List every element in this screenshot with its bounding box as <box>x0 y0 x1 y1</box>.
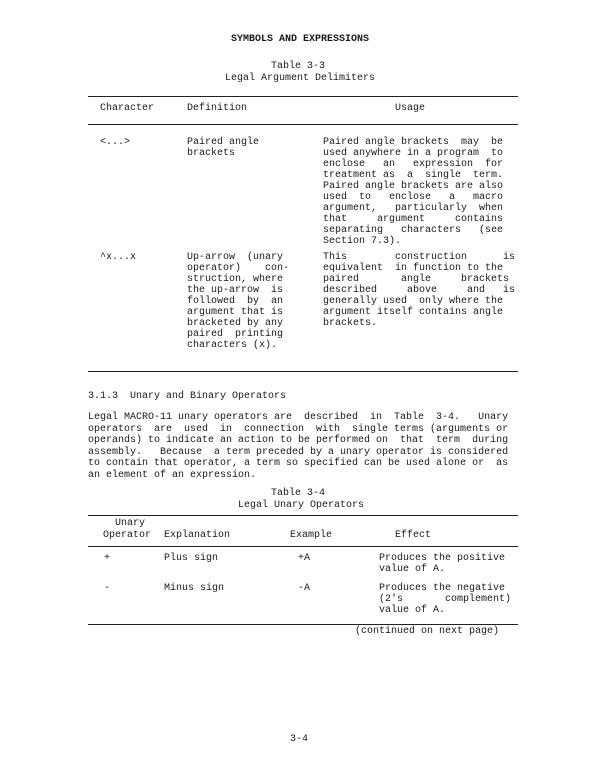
paragraph-line: operators are used in connection with single terms (arguments or <box>88 423 509 435</box>
table-title: Legal Argument Delimiters <box>225 73 376 84</box>
paragraph-line: Legal MACRO-11 unary operators are described in Table 3-4. Unary <box>88 412 509 423</box>
example-cell: +A <box>298 553 311 564</box>
text-line: paired angle brackets <box>323 274 510 285</box>
text-line: treatment as a single term. <box>323 170 504 181</box>
explanation-cell: Plus sign <box>164 553 219 564</box>
effect-cell <box>379 553 505 575</box>
text-line: (2's complement) <box>379 594 512 605</box>
paragraph-line: an element of an expression. <box>88 469 257 481</box>
continued-note: (continued on next page) <box>355 626 500 637</box>
text-line: This construction is <box>323 252 516 263</box>
section-heading: 3.1.3 Unary and Binary Operators <box>88 391 287 402</box>
column-header-explanation: Explanation <box>164 530 231 541</box>
text-line: characters (x). <box>187 340 278 351</box>
effect-cell <box>379 583 511 616</box>
column-header-unary: Unary <box>115 518 146 529</box>
divider <box>88 624 518 625</box>
column-header-usage: Usage <box>395 103 426 114</box>
character-cell: ^x...x <box>100 252 137 263</box>
section-paragraph <box>88 412 508 481</box>
operator-cell: - <box>104 583 111 594</box>
character-cell: <...> <box>100 137 131 148</box>
text-line: brackets <box>187 148 236 159</box>
divider <box>88 515 518 516</box>
usage-cell <box>323 137 503 247</box>
definition-cell <box>187 137 259 159</box>
text-line: Section 7.3). <box>323 236 402 247</box>
definition-cell <box>187 252 289 351</box>
operator-cell: + <box>104 553 111 564</box>
text-line: Produces the positive <box>379 553 506 564</box>
explanation-cell: Minus sign <box>164 583 225 594</box>
text-line: operator) con- <box>187 263 290 274</box>
text-line: argument that is <box>187 307 284 318</box>
paragraph-line: to contain that operator, a term so specified can be used alone or as <box>88 458 509 469</box>
usage-cell <box>323 252 515 329</box>
text-line: Paired angle brackets may be <box>323 137 504 148</box>
example-cell: -A <box>298 583 311 594</box>
paragraph-line: operands) to indicate an action to be performed on that term during <box>88 435 509 446</box>
text-line: that argument contains <box>323 214 504 225</box>
text-line: generally used only where the <box>323 296 504 307</box>
table-number: Table 3-3 <box>271 61 326 72</box>
text-line: value of A. <box>379 564 446 575</box>
text-line: followed by an <box>187 296 284 307</box>
text-line: Paired angle brackets are also <box>323 181 504 192</box>
page-header: SYMBOLS AND EXPRESSIONS <box>231 34 370 45</box>
text-line: Paired angle <box>187 137 260 148</box>
divider <box>88 371 518 372</box>
column-header-definition: Definition <box>187 103 248 114</box>
text-line: paired printing <box>187 329 284 340</box>
text-line: used anywhere in a program to <box>323 148 504 159</box>
column-header-operator: Operator <box>103 530 152 541</box>
column-header-example: Example <box>290 530 333 541</box>
text-line: separating characters (see <box>323 225 504 236</box>
text-line: Produces the negative <box>379 583 506 594</box>
divider <box>88 96 518 97</box>
text-line: struction, where <box>187 274 284 285</box>
column-header-character: Character <box>100 103 155 114</box>
text-line: bracketed by any <box>187 318 284 329</box>
table-title: Legal Unary Operators <box>238 500 365 511</box>
text-line: Up-arrow (unary <box>187 252 284 263</box>
text-line: value of A. <box>379 605 446 616</box>
paragraph-line: assembly. Because a term preceded by a unary operator is considered <box>88 446 509 458</box>
text-line: argument, particularly when <box>323 203 504 214</box>
page-number: 3-4 <box>290 734 309 745</box>
table-number: Table 3-4 <box>271 488 326 499</box>
text-line: equivalent in function to the <box>323 263 504 274</box>
text-line: enclose an expression for <box>323 159 504 170</box>
column-header-effect: Effect <box>395 530 432 541</box>
text-line: the up-arrow is <box>187 285 284 296</box>
text-line: brackets. <box>323 318 378 329</box>
divider <box>88 124 518 125</box>
divider <box>88 546 518 547</box>
text-line: described above and is <box>323 285 516 296</box>
text-line: used to enclose a macro <box>323 192 504 203</box>
text-line: argument itself contains angle <box>323 307 504 318</box>
